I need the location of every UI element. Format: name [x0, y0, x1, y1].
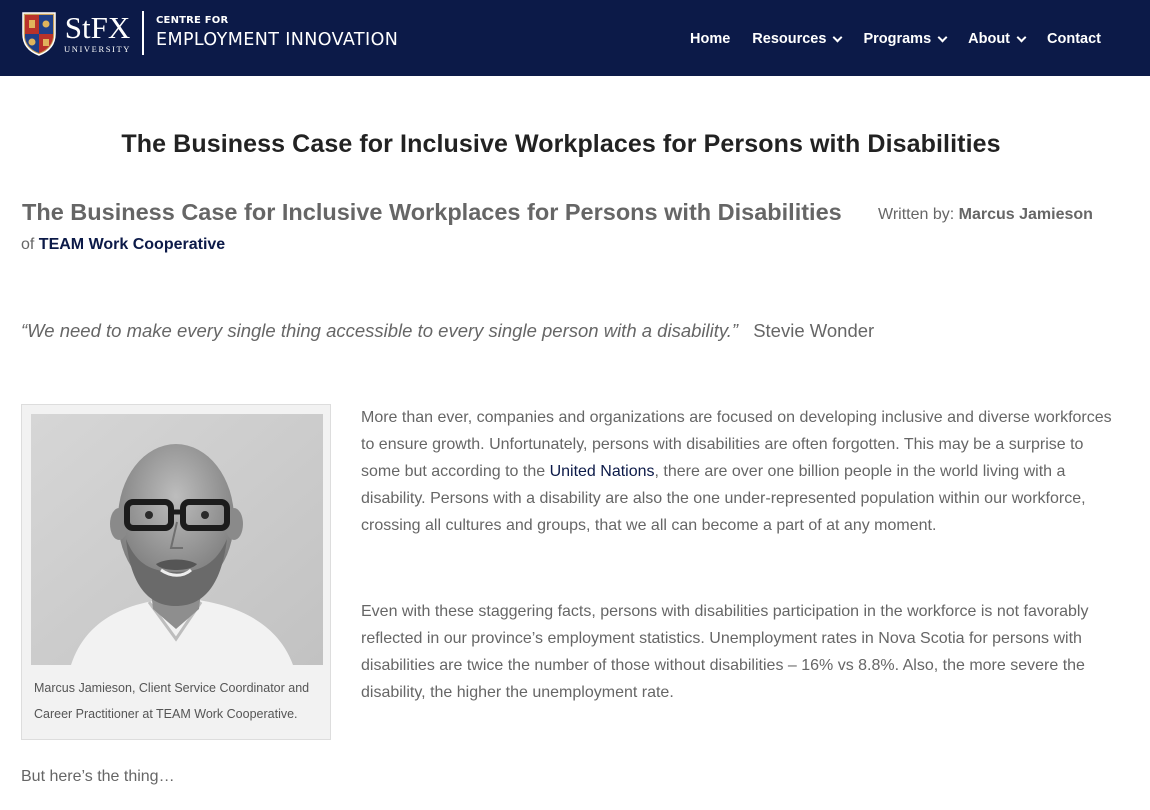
nav-programs-label: Programs: [863, 31, 932, 47]
quote-author: Stevie Wonder: [753, 320, 875, 341]
pull-quote: [21, 320, 874, 342]
written-by-label: Written by:: [878, 206, 955, 223]
nav-resources[interactable]: [752, 29, 841, 49]
chevron-down-icon: [938, 32, 948, 42]
stfx-university-text: UNIVERSITY: [64, 43, 131, 54]
paragraph-1: [361, 404, 1121, 539]
organization-link[interactable]: TEAM Work Cooperative: [38, 236, 226, 253]
byline: [878, 206, 1093, 224]
chevron-down-icon: [1017, 32, 1027, 42]
nav-about-label: About: [968, 31, 1011, 47]
nav-programs[interactable]: [863, 29, 946, 49]
figure-caption: Marcus Jamieson, Client Service Coordinator and Career Practitioner at TEAM Work Cooperative.: [34, 681, 310, 721]
stfx-wordmark: [64, 9, 131, 54]
paragraph-1-text-b: , there are over one billion people in the world living with a disability. Persons with a disability are also the one under-represented population within our workforce, crossing all cultures and groups, that we all can become a part of at any moment.: [361, 463, 1086, 534]
site-header: [0, 0, 1150, 76]
author-name: Marcus Jamieson: [958, 206, 1093, 223]
site-logo[interactable]: [20, 8, 398, 58]
page-title: The Business Case for Inclusive Workplaces for Persons with Disabilities: [121, 130, 1001, 158]
author-photo: [31, 414, 323, 665]
of-label: of: [21, 236, 35, 253]
university-crest-icon: [20, 10, 58, 56]
article-title: The Business Case for Inclusive Workplaces for Persons with Disabilities: [22, 199, 842, 225]
nav-contact[interactable]: Contact: [1047, 31, 1101, 47]
centre-name-top: CENTRE FOR: [156, 14, 229, 26]
nav-resources-label: Resources: [752, 31, 827, 47]
centre-name: [156, 15, 398, 52]
paragraph-2: Even with these staggering facts, persons with disabilities participation in the workforce is not favorably reflected in our province’s employment statistics. Unemployment rates in Nova Scotia for persons with disabilities are twice the number of those without disabilities – 16% vs 8.8%. Also, the more severe the disability, the higher the unemployment rate.: [361, 603, 1089, 701]
centre-name-bottom: EMPLOYMENT INNOVATION: [156, 29, 399, 50]
paragraph-1-text-a: More than ever, companies and organizations are focused on developing inclusive and diverse workforces to ensure growth. Unfortunately, persons with disabilities are often forgotten. This may be a surprise to some but according to the: [361, 409, 1112, 480]
nav-home[interactable]: Home: [689, 31, 731, 47]
paragraph-3: But here’s the thing…: [21, 768, 175, 785]
main-nav: [690, 29, 1101, 49]
stfx-wordmark-text: StFX: [64, 9, 131, 45]
nav-about[interactable]: [968, 29, 1025, 49]
chevron-down-icon: [833, 32, 843, 42]
byline-organization: [21, 236, 225, 254]
united-nations-link[interactable]: United Nations: [549, 463, 655, 480]
logo-divider: [142, 11, 144, 55]
quote-text: “We need to make every single thing accessible to every single person with a disability.”: [21, 320, 739, 341]
author-figure: [21, 404, 331, 740]
